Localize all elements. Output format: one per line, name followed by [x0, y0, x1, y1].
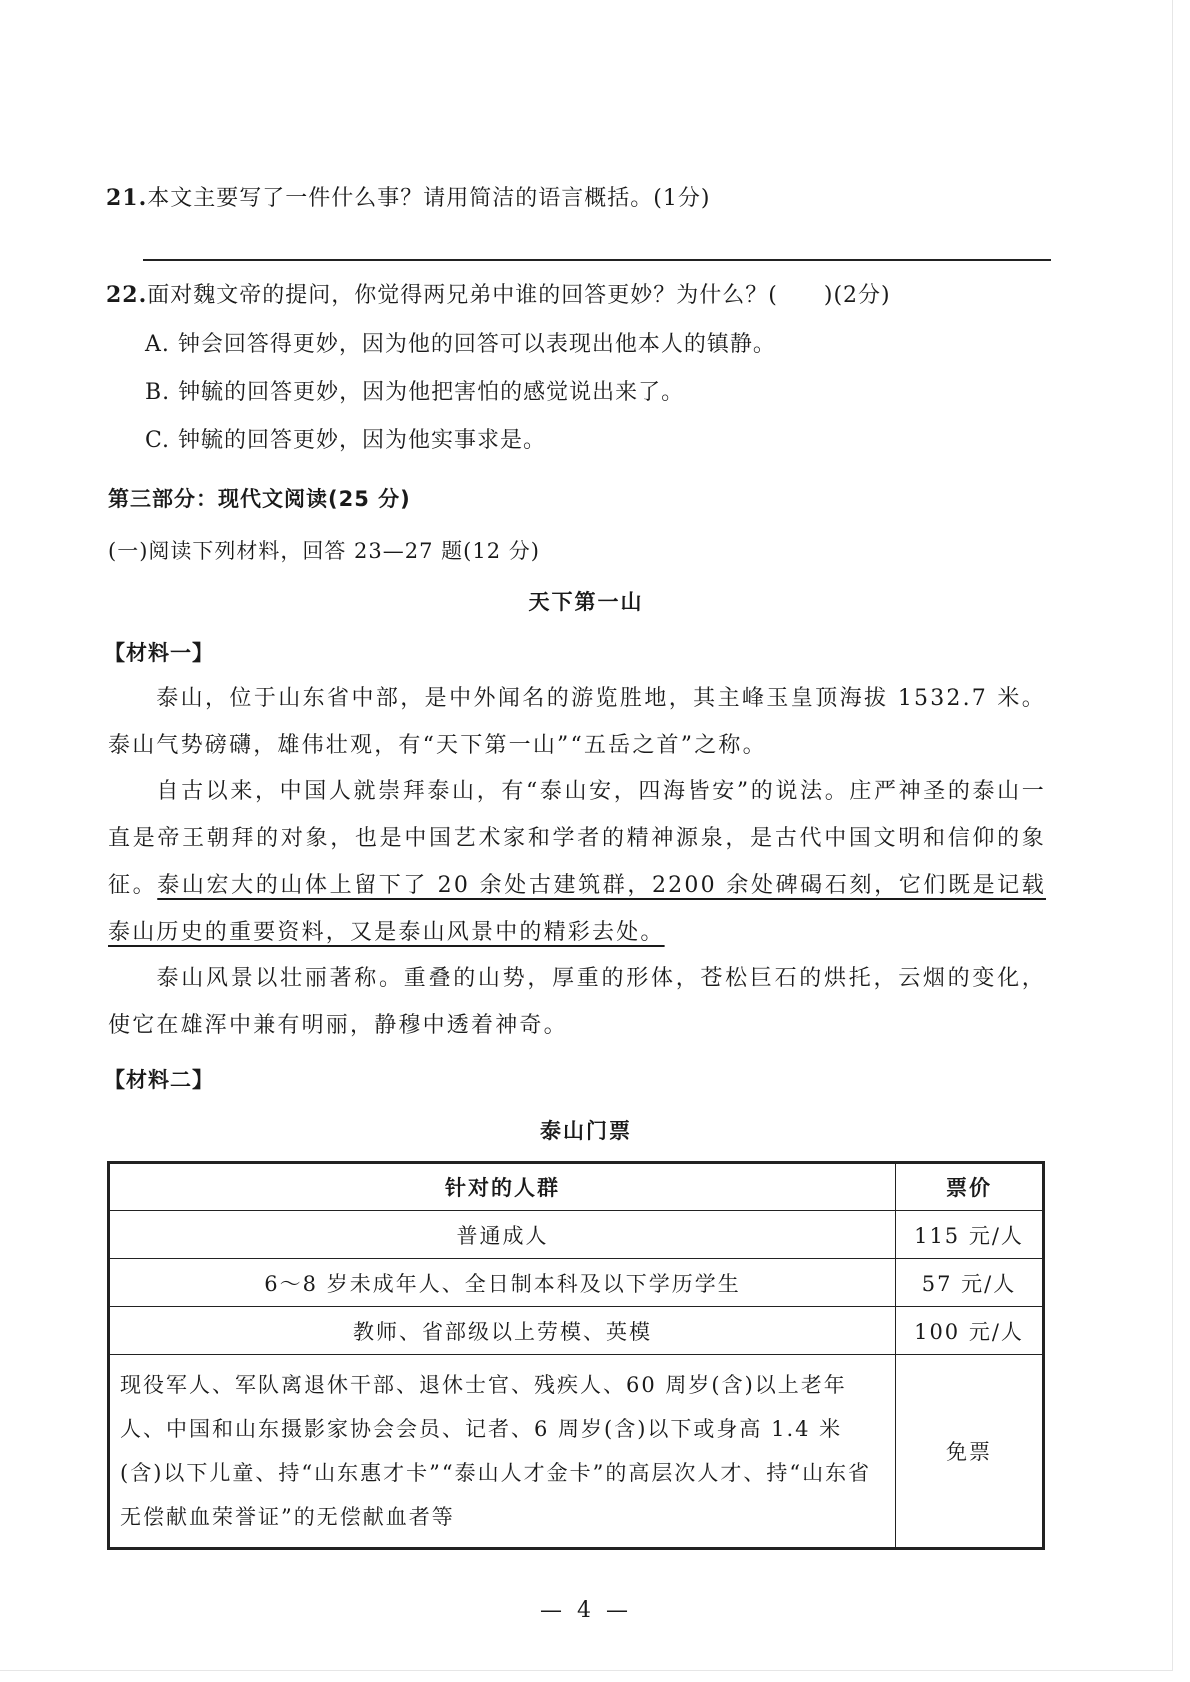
option-b[interactable]: B. 钟毓的回答更妙，因为他把害怕的感觉说出来了。: [145, 380, 685, 405]
group-cell: 6～8 岁未成年人、全日制本科及以下学历学生: [109, 1259, 896, 1307]
price-cell: 100 元/人: [896, 1307, 1044, 1355]
paragraph-1-text: 泰山，位于山东省中部，是中外闻名的游览胜地，其主峰玉皇顶海拔 1532.7 米。泰山气势磅礴，雄伟壮观，有“天下第一山”“五岳之首”之称。: [108, 686, 1046, 758]
page-number: — 4 —: [540, 1598, 632, 1623]
material-two-label: 【材料二】: [104, 1068, 214, 1092]
underlined-sentence: 泰山宏大的山体上留下了 20 余处古建筑群，2200 余处碑碣石刻，它们既是记载泰山历史的重要资料，又是泰山风景中的精彩去处。: [108, 873, 1047, 945]
group-cell: 普通成人: [109, 1211, 896, 1259]
price-cell: 115 元/人: [896, 1211, 1044, 1259]
answer-line[interactable]: [143, 259, 1051, 261]
group-cell: 教师、省部级以上劳模、英模: [109, 1307, 896, 1355]
material-one-paragraph-3: [108, 955, 1046, 1049]
paragraph-3-text: 泰山风景以壮丽著称。重叠的山势，厚重的形体，苍松巨石的烘托，云烟的变化，使它在雄浑中兼有明丽，静穆中透着神奇。: [108, 966, 1046, 1038]
section-subheading: (一)阅读下列材料，回答 23—27 题(12 分): [108, 539, 540, 563]
question-21-number: 21.: [106, 185, 148, 211]
question-21-text: 本文主要写了一件什么事？请用简洁的语言概括。(1分): [147, 186, 711, 211]
table-header-row: [109, 1163, 1044, 1211]
header-group: 针对的人群: [109, 1163, 896, 1211]
material-one-paragraph-1: [108, 675, 1046, 769]
option-a[interactable]: A. 钟会回答得更妙，因为他的回答可以表现出他本人的镇静。: [145, 332, 776, 357]
price-cell: 57 元/人: [896, 1259, 1044, 1307]
section-heading: 第三部分：现代文阅读(25 分): [108, 487, 411, 511]
table-row: [109, 1355, 1044, 1549]
paragraph-2-text: 自古以来，中国人就崇拜泰山，有“泰山安，四海皆安”的说法。庄严神圣的泰山一直是帝王朝拜的对象，也是中国艺术家和学者的精神源泉，是古代中国文明和信仰的象征。: [108, 779, 1046, 898]
passage-title: 天下第一山: [528, 590, 644, 614]
question-22: [106, 280, 891, 311]
table-row: [109, 1307, 1044, 1355]
table-row: [109, 1259, 1044, 1307]
option-c[interactable]: C. 钟毓的回答更妙，因为他实事求是。: [145, 428, 547, 453]
table-row: [109, 1211, 1044, 1259]
question-22-number: 22.: [106, 282, 148, 308]
price-cell: 免票: [896, 1355, 1044, 1549]
question-22-text: 面对魏文帝的提问，你觉得两兄弟中谁的回答更妙？为什么？( )(2分): [147, 283, 891, 308]
ticket-table: [107, 1161, 1045, 1550]
group-cell: 现役军人、军队离退休干部、退休士官、残疾人、60 周岁(含)以上老年人、中国和山东摄影家协会会员、记者、6 周岁(含)以下或身高 1.4 米(含)以下儿童、持“山东惠才卡”“泰山人才金卡”的高层次人才、持“山东省无偿献血荣誉证”的无偿献血者等: [109, 1355, 896, 1549]
material-one-label: 【材料一】: [104, 641, 214, 665]
material-one-paragraph-2: [108, 768, 1046, 956]
table-title: 泰山门票: [540, 1119, 632, 1143]
question-21: [106, 183, 710, 214]
header-price: 票价: [896, 1163, 1044, 1211]
